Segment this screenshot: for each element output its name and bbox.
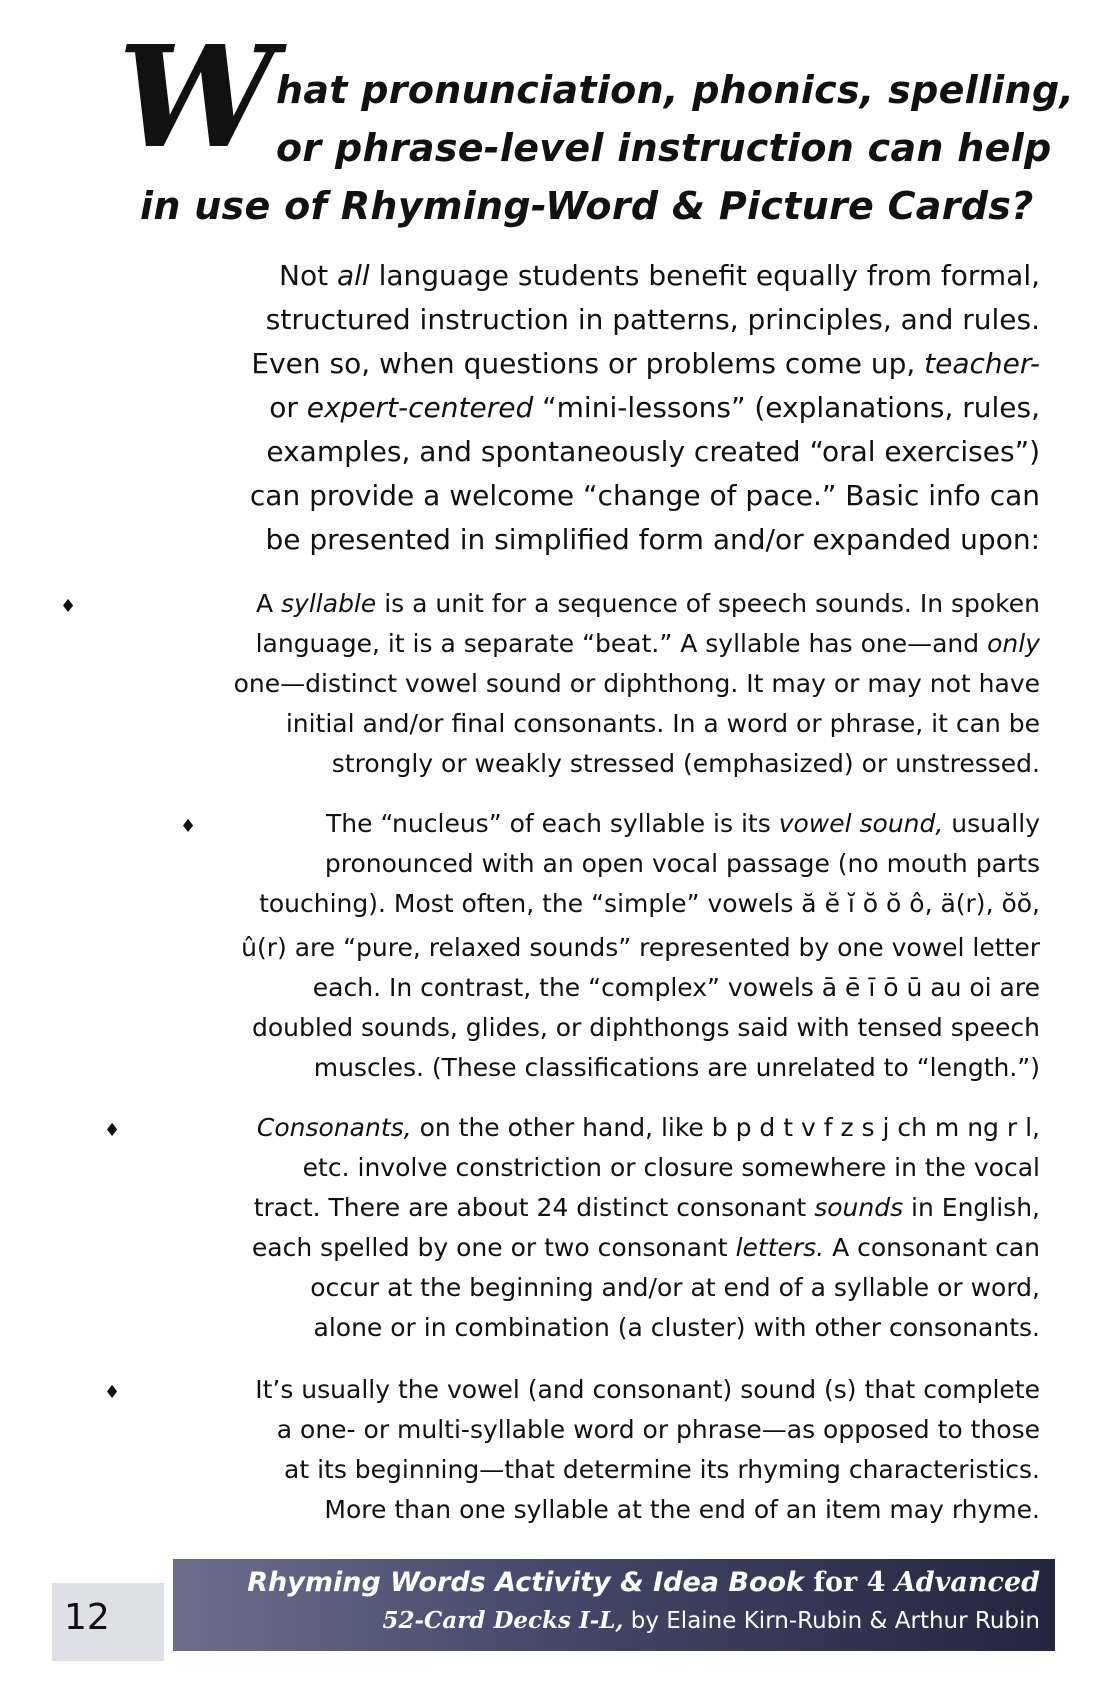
bullet-line: strongly or weakly stressed (emphasized) or unstressed. bbox=[331, 749, 1040, 778]
heading-line-2: or phrase-level instruction can help bbox=[276, 126, 1052, 170]
intro-line: Even so, when questions or problems come up, teacher- bbox=[251, 347, 1040, 380]
diamond-bullet-icon: ♦ bbox=[180, 816, 197, 837]
diamond-bullet-icon: ♦ bbox=[104, 1120, 121, 1141]
footer-title-line: Rhyming Words Activity & Idea Book for 4 Advanced bbox=[247, 1567, 1040, 1598]
heading-drop-cap: W bbox=[118, 16, 276, 180]
heading-line-3: in use of Rhyming-Word & Picture Cards? bbox=[140, 184, 1034, 228]
bullet-line: one—distinct vowel sound or diphthong. It may or may not have bbox=[233, 669, 1040, 698]
bullet-line: doubled sounds, glides, or diphthongs said with tensed speech bbox=[251, 1013, 1040, 1042]
intro-line: or expert-centered “mini-lessons” (explanations, rules, bbox=[269, 391, 1040, 424]
bullet-line: etc. involve constriction or closure somewhere in the vocal bbox=[302, 1153, 1040, 1182]
bullet-line: pronounced with an open vocal passage (no mouth parts bbox=[324, 849, 1040, 878]
bullet-line: each spelled by one or two consonant letters. A consonant can bbox=[251, 1233, 1040, 1262]
bullet-line: A syllable is a unit for a sequence of speech sounds. In spoken bbox=[255, 589, 1040, 618]
bullet-line: Consonants, on the other hand, like b p d t v f z s j ch m ng r l, bbox=[256, 1113, 1040, 1142]
bullet-line: alone or in combination (a cluster) with other consonants. bbox=[313, 1313, 1040, 1342]
bullet-line: a one- or multi-syllable word or phrase—as opposed to those bbox=[276, 1415, 1040, 1444]
diamond-bullet-icon: ♦ bbox=[60, 596, 77, 617]
book-title: Rhyming Words Activity & Idea Book bbox=[247, 1567, 805, 1598]
bullet-line: It’s usually the vowel (and consonant) sound (s) that complete bbox=[255, 1375, 1040, 1404]
bullet-line: occur at the beginning and/or at end of a syllable or word, bbox=[310, 1273, 1040, 1302]
page-number: 12 bbox=[64, 1597, 110, 1638]
intro-line: be presented in simplified form and/or expanded upon: bbox=[265, 523, 1040, 556]
diamond-bullet-icon: ♦ bbox=[104, 1382, 121, 1403]
intro-line: examples, and spontaneously created “oral exercises”) bbox=[266, 435, 1040, 468]
heading-line-1: hat pronunciation, phonics, spelling, bbox=[276, 68, 1075, 112]
bullet-line: language, it is a separate “beat.” A syllable has one—and only bbox=[255, 629, 1040, 658]
bullet-line: at its beginning—that determine its rhyming characteristics. bbox=[284, 1455, 1040, 1484]
intro-line: can provide a welcome “change of pace.” Basic info can bbox=[249, 479, 1040, 512]
bullet-line: û(r) are “pure, relaxed sounds” represented by one vowel letter bbox=[241, 933, 1040, 962]
bullet-line: each. In contrast, the “complex” vowels ā ē ī ō ū au oi are bbox=[312, 973, 1040, 1002]
footer-byline: 52-Card Decks I-L, by Elaine Kirn-Rubin & Arthur Rubin bbox=[382, 1607, 1040, 1634]
bullet-line: muscles. (These classifications are unrelated to “length.”) bbox=[313, 1053, 1040, 1082]
intro-line: Not all language students benefit equally from formal, bbox=[279, 259, 1040, 292]
bullet-line: More than one syllable at the end of an item may rhyme. bbox=[324, 1495, 1040, 1524]
bullet-line: tract. There are about 24 distinct consonant sounds in English, bbox=[253, 1193, 1040, 1222]
intro-line: structured instruction in patterns, principles, and rules. bbox=[265, 303, 1040, 336]
bullet-line: The “nucleus” of each syllable is its vowel sound, usually bbox=[326, 809, 1040, 838]
bullet-line: touching). Most often, the “simple” vowels ă ĕ ĭ ŏ ŏ ô, ä(r), ŏŏ, bbox=[259, 889, 1040, 918]
bullet-line: initial and/or final consonants. In a word or phrase, it can be bbox=[285, 709, 1040, 738]
